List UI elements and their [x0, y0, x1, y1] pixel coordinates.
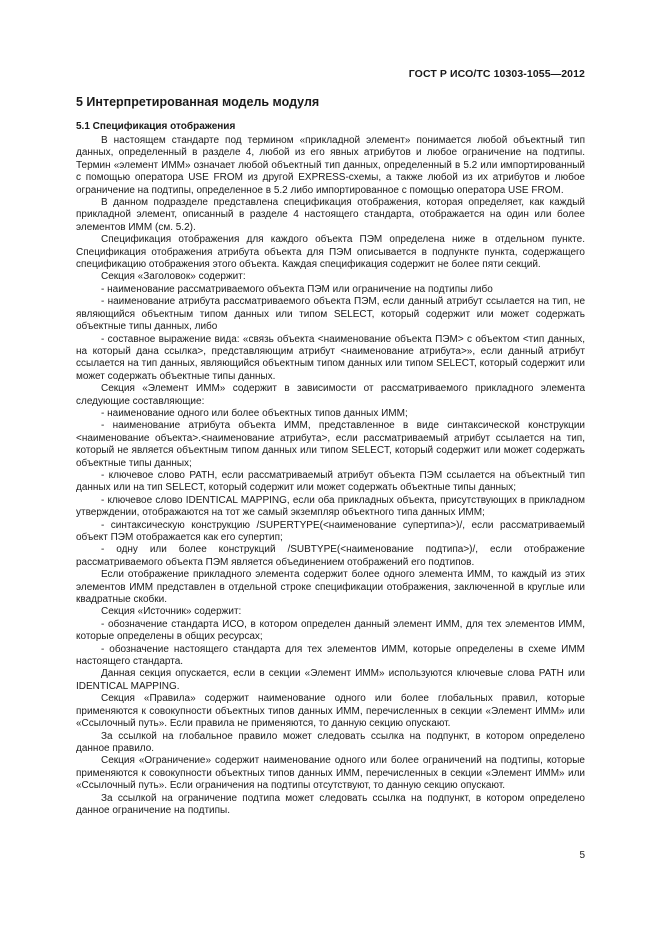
page-content [76, 94, 585, 817]
paragraph: Секция «Элемент ИММ» содержит в зависимости от рассматриваемого прикладного элемента следующие составляющие: [76, 383, 585, 407]
paragraph: В настоящем стандарте под термином «прикладной элемент» понимается любой объектный тип данных, определенный в разделе 4, любой из его явных атрибутов и любое ограничение на подтипы. Термин «элемент ИММ» означает любой объектный тип данных, определенный в 5.2 или импортированный с помощью оператора USE FROM из другой EXPRESS-схемы, а также любой из их атрибутов и любое ограничение на подтипы, определенное в 5.2 либо импортированное с помощью оператора USE FROM. [76, 135, 585, 196]
list-item: - составное выражение вида: «связь объекта <наименование объекта ПЭМ> с объектом <тип данных, на который дана ссылка>, представляющим атрибут <наименование атрибута>», если данный атрибут ссылается на тип данных, являющийся объектным типом данных или типом SELECT, который содержит или может содержать объектные типы данных. [76, 333, 585, 382]
list-item: - синтаксическую конструкцию /SUPERTYPE(<наименование супертипа>)/, если рассматриваемый объект ПЭМ отображается как его супертип; [76, 519, 585, 543]
paragraph: Секция «Ограничение» содержит наименование одного или более ограничений на подтипы, которые применяются к совокупности объектных типов данных ИММ, перечисленных в секции «Элемент ИММ» или «Ссылочный путь». Если ограничения на подтипы отсутствуют, то данную секцию опускают. [76, 755, 585, 792]
list-item: - наименование атрибута рассматриваемого объекта ПЭМ, если данный атрибут ссылается на тип, не являющийся объектным типом данных или типом SELECT, который содержит или может содержать объектные типы данных, либо [76, 296, 585, 333]
list-item: - наименование рассматриваемого объекта ПЭМ или ограничение на подтипы либо [101, 283, 493, 295]
section-title: 5 Интерпретированная модель модуля [76, 95, 320, 109]
paragraph: Секция «Заголовок» содержит: [101, 271, 246, 283]
paragraph: В данном подразделе представлена спецификация отображения, которая определяет, как каждый прикладной элемент, описанный в разделе 4 настоящего стандарта, отображается на один или более элементов ИММ (см. 5.2). [76, 197, 585, 233]
paragraph: За ссылкой на ограничение подтипа может следовать ссылка на подпункт, в котором определено данное ограничение на подтипы. [76, 792, 585, 816]
document-header: ГОСТ Р ИСО/ТС 10303-1055—2012 [408, 68, 585, 80]
list-item: - наименование одного или более объектных типов данных ИММ; [101, 407, 408, 419]
list-item: - ключевое слово PATH, если рассматриваемый атрибут объекта ПЭМ ссылается на объектный тип данных или на тип SELECT, который содержит или может содержать объектные типы данных; [76, 469, 585, 494]
list-item: - ключевое слово IDENTICAL MAPPING, если оба прикладных объекта, присутствующих в прикладном утверждении, отображаются на тот же самый экземпляр объектного типа данных ИММ; [76, 494, 585, 519]
paragraph: Секция «Источник» содержит: [101, 606, 242, 618]
list-item: - одну или более конструкций /SUBTYPE(<наименование подтипа>)/, если отображение рассматриваемого объекта ПЭМ является объединением отображений его подтипов. [76, 544, 585, 568]
paragraph: Данная секция опускается, если в секции «Элемент ИММ» используются ключевые слова PATH или IDENTICAL MAPPING. [76, 668, 585, 692]
list-item: - обозначение настоящего стандарта для тех элементов ИММ, которые определены в схеме ИММ настоящего стандарта. [76, 643, 585, 668]
paragraph: Спецификация отображения для каждого объекта ПЭМ определена ниже в отдельном пункте. Спецификация отображения атрибута объекта для ПЭМ описывается в подпункте пункта, содержащего спецификацию отображения этого объекта. Каждая спецификация содержит не более пяти секций. [76, 234, 585, 271]
page-number: 5 [579, 850, 585, 861]
list-item: - наименование атрибута объекта ИММ, представленное в виде синтаксической конструкции <наименование объекта>.<наименование атрибута>, если рассматриваемый атрибут ссылается на тип, который не является объектным типом данных или типом SELECT, который содержит или может содержать объектные типы данных; [76, 420, 585, 469]
paragraph: Секция «Правила» содержит наименование одного или более глобальных правил, которые применяются к совокупности объектных типов данных ИММ, перечисленных в секции «Элемент ИММ» или «Ссылочный путь». Если правила не применяются, то данную секцию опускают. [76, 693, 585, 730]
paragraph: Если отображение прикладного элемента содержит более одного элемента ИММ, то каждый из этих элементов ИММ представлен в отдельной строке спецификации отображения, заключенной в круглые или квадратные скобки. [76, 569, 585, 606]
paragraph: За ссылкой на глобальное правило может следовать ссылка на подпункт, в котором определено данное правило. [76, 730, 585, 754]
list-item: - обозначение стандарта ИСО, в котором определен данный элемент ИММ, для тех элементов ИММ, которые определены в общих ресурсах; [76, 618, 585, 643]
subsection-title: 5.1 Спецификация отображения [76, 121, 236, 132]
